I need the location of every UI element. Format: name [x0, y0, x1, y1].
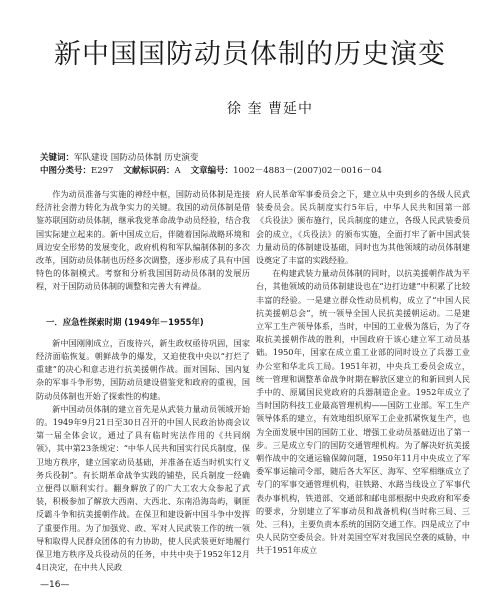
article-authors: 徐 奎 曹延中 — [227, 101, 313, 117]
article-title: 新中国国防动员体制的历史演变 — [54, 39, 446, 70]
right-column — [256, 188, 470, 558]
section-1-paragraph-2: 新中国动员体制的建立首先是从武装力量动员领域开始的。1949年9月21日至30日召开的中国人民政治协商会议第一届全体会议，通过了具有临时宪法作用的《共同纲领》，其中第23条规定：“中华人民共和国实行民兵制度，保卫地方秩序，建立国家动员基础，并准备在适当时机实行义务兵役制”。有长期革命战争实践的铺垫，民兵制度一经确立便得以顺利实行。翻身解放了的广大工农大众参起了武装，积极参加了解放大西南、大西北、东南沿海岛屿，剿匪反霸斗争和抗美援朝作战。在保卫和建设新中国斗争中发挥了重要作用。为了加强党、政、军对人民武装工作的统一领导和取得人民群众团体的有力协助，使人民武装更好地履行保卫地方秩序及兵役动员的任务，中共中央于1952年12月4日决定，在中共人民政 — [36, 403, 250, 573]
articleno-label: 文章编号： — [190, 166, 234, 176]
page-number: —16— — [40, 580, 70, 590]
doccode-label: 文献标识码： — [123, 166, 175, 176]
clc-value: E297 — [91, 166, 114, 176]
intro-paragraph: 作为动员准备与实施的神经中枢，国防动员体制是连接经济社会潜力转化为战争实力的关键。我国的动员体制是借鉴苏联国防动员体制，继承我党革命战争动员经验，结合我国实际建立起来的。新中国成立后，伴随着国际战略环境和周边安全形势的发展变化，政府机构和军队编制体制的多次改革，国防动员体制也历经多次调整，逐步形成了具有中国特色的体制模式。考察和分析我国国防动员体制的发展历程，对于国防动员体制的调整和完善大有裨益。 — [36, 189, 250, 292]
left-column — [36, 188, 250, 574]
clc-label: 中图分类号： — [40, 166, 92, 176]
article-metadata — [40, 152, 470, 178]
section-1-heading: 一．应急性探索时期 (1949年－1955年) — [46, 316, 204, 327]
right-paragraph-1: 府人民革命军事委员会之下，建立从中央到乡的各级人民武装委员会。民兵制度实行5年后，中华人民共和国第一部《兵役法》颁布施行，民兵制度的建立，各级人民武装委员会的成立，《兵役法》的颁布实施，全面打牢了新中国武装力量动员的体制建设基础，同时也为其他领域的动员体制建设奠定了丰富的实践经验。 — [256, 189, 470, 266]
articleno-value: 1002－4883－(2007)02－0016－04 — [233, 166, 382, 176]
section-1-paragraph-1: 新中国刚刚成立，百废待兴，新生政权亟待巩固，国家经济面临恢复。朝鲜战争的爆发，又迫使我中央以“打烂了重建”的决心和意志进行抗美援朝作战。面对国际、国内复杂的军事斗争形势，国防动员建设借鉴党和政府的重视，国防动员体制也开始了探索性的构建。 — [36, 337, 250, 401]
doccode-value: A — [174, 166, 181, 176]
right-paragraph-2: 在构建武装力量动员体制的同时，以抗美援朝作战为平台，其他领域的动员体制建设也在“边打边建”中积累了比较丰富的经验。一是建立群众性动员机构，成立了“中国人民抗美援朝总会”，统一领导全国人民抗美援朝运动。二是建立军工生产领导体系，当时，中国的工业极为落后，为了夺取抗美援朝作战的胜利，中国政府于该心建立军工动员基础。1950年，国家在成立重工业部的同时设立了兵器工业办公室和华北兵工局。1951年初，中央兵工委员会成立，统一管理和调整革命战争时期在解放区建立的和新回到人民手中的、原属国民党政府的兵器制造企业。1952年成立了当时国防科技工业最高管理机构——国防工业部。军工生产领导体系的建立，有效地组织原军工企业抓紧恢复生产，也为全面发展中国的国防工业、增强工业动员基础迈出了第一步。三是成立专门的国防交通管理机构。为了解决好抗美援朝作战中的交通运输保障问题，1950年11月中央成立了军委军事运输司令部，随后各大军区、海军、空军相继成立了专门的军事交通管理机构，驻铁路、水路当线设立了军事代表办事机构，铁道部、交通部和邮电部根据中央政府和军委的要求，分别建立了军事动员和战备机构(当时称三局、三处、三科)，主要负责本系统的国防交通工作。四是成立了中央人民防空委员会。针对美国空军对我国民空袭的威胁，中共于1951年成立 — [256, 268, 470, 556]
keywords-row — [40, 152, 470, 165]
keywords-label: 关键词： — [40, 153, 75, 163]
classification-row — [40, 165, 470, 178]
keywords-value: 军队建设 国防动员体制 历史演变 — [74, 153, 199, 163]
